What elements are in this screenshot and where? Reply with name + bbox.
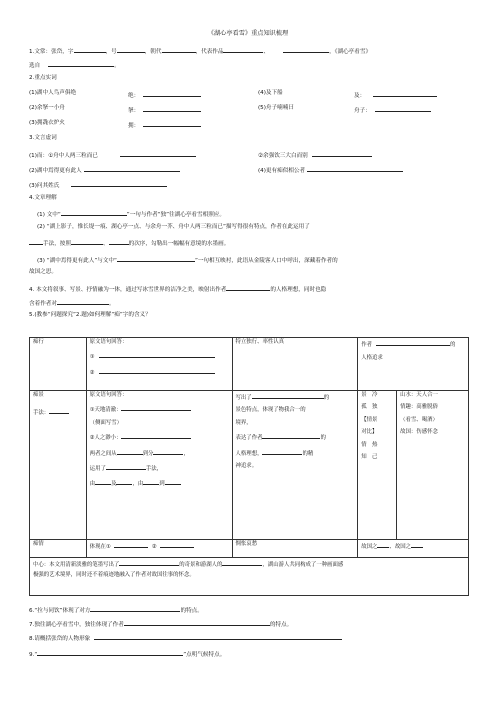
- blank-from[interactable]: [117, 449, 143, 455]
- contrast-cell: 景 冷 孤 独 【情景 对比】 情 热 知 己: [358, 391, 397, 540]
- blank-behavior-1[interactable]: [99, 352, 215, 358]
- blank-fw-2[interactable]: [84, 166, 180, 172]
- blank-emotion-2[interactable]: [160, 542, 194, 548]
- blank-fw-4[interactable]: [307, 166, 403, 172]
- blank-from-b[interactable]: [143, 479, 159, 485]
- central-idea-cell: 中心：本文用清新淡雅的笔墨写出了 的奇景和游湖人的 ，湖山游人共同构成了一种画面感 极强的艺术境界，同时还不着痕迹地融入了作者对故国往事的怀念。: [30, 558, 469, 596]
- row-label-behavior: 痴行: [30, 338, 87, 391]
- blank-from-a[interactable]: [95, 479, 111, 485]
- analysis-table: [29, 337, 469, 596]
- blank-pursuit[interactable]: [376, 340, 450, 346]
- blank-pen-name[interactable]: [117, 47, 145, 53]
- vocab-answer-3: 拥：: [128, 121, 201, 130]
- blank-courtesy-name[interactable]: [74, 47, 106, 53]
- comprehension-1: (1) 文中“ ”一句与作者“独”往湖心亭看雪相照应。: [37, 212, 225, 218]
- blank-used-technique[interactable]: [106, 464, 146, 470]
- literary-knowledge-line1: 1.文常：张岱，字 ，号 ，朝代 ，代表作品 、 ，《湖心亭看雪》: [29, 49, 372, 55]
- emotion-cell: 山水：天人合一 情趣：高雅脱俗 （看雪、喝酒） 故国：伤感怀念: [397, 391, 469, 540]
- blank-work-2[interactable]: [283, 47, 329, 53]
- section-3-heading: 3.文言虚词: [29, 135, 57, 141]
- blank-q7[interactable]: [124, 620, 270, 626]
- blank-comp-2a[interactable]: [29, 239, 43, 245]
- comprehension-3a: (3) “湖中焉得更有此人”与文中“ ”一句相互映衬，此语从金陵客人口中呼出，深藏着作者的: [37, 258, 338, 264]
- vocab-item-2: (2)余拏一小舟: [29, 105, 65, 111]
- row-label-scenery: 痴景 手法：: [30, 391, 87, 540]
- blank-vocab-3[interactable]: [143, 121, 201, 127]
- blank-comp-2b[interactable]: [71, 239, 103, 245]
- page-title: 《湖心亭看雪》重点知识梳理: [207, 30, 289, 37]
- vocab-item-3: (3)拥毳衣炉火: [29, 120, 65, 126]
- literary-knowledge-line2: 选自 。: [29, 63, 120, 69]
- blank-emotion-1[interactable]: [114, 542, 148, 548]
- row-label-emotion: 痴情: [30, 540, 87, 558]
- comprehension-3b: 故国之思。: [29, 269, 57, 275]
- comprehension-2a: (2) “湖上影子，惟长堤一痕、湖心亭一点、与余舟一芥、舟中人两三粒而已”描写得很有特点，作者在此运用了: [37, 224, 310, 230]
- blank-center-2[interactable]: [222, 560, 262, 566]
- blank-comp-1[interactable]: [61, 210, 127, 216]
- blank-behavior-2[interactable]: [99, 368, 215, 374]
- blank-work-1[interactable]: [223, 47, 263, 53]
- function-word-4: (4)更有痴似相公者: [258, 166, 403, 175]
- blank-theme-2[interactable]: [57, 299, 109, 305]
- blank-vocab-4[interactable]: [373, 91, 437, 97]
- vocab-item-1: (1)湖中人鸟声俱绝: [29, 90, 77, 96]
- blank-ideal[interactable]: [262, 433, 320, 439]
- vocab-item-5: (5)舟子喃喃曰: [258, 105, 294, 111]
- theme-line2: 含着作者对 。: [29, 301, 115, 307]
- function-word-3: (3)问其姓氏: [29, 181, 167, 190]
- behavior-meaning: 特立独行、率性认真: [232, 338, 358, 391]
- blank-dynasty[interactable]: [162, 47, 196, 53]
- blank-to-a[interactable]: [116, 479, 132, 485]
- function-word-2: (2)湖中焉得更有此人: [29, 166, 180, 175]
- blank-vocab-5[interactable]: [375, 106, 431, 112]
- question-8: 8.请概括张岱的人物形象: [29, 634, 342, 643]
- blank-fw-3[interactable]: [71, 181, 167, 187]
- vocab-item-4: (4)及下船: [258, 90, 283, 96]
- blank-comp-3[interactable]: [117, 256, 195, 262]
- blank-fw-1b[interactable]: [312, 151, 372, 157]
- behavior-quotes-cell: 原文语句回答： ① ②: [86, 338, 232, 391]
- emotion-quotes-cell: 体现在① ②: [86, 540, 232, 558]
- theme-line1: 4. 本文将叙事、写景、抒情融为一体，通过写冰雪世界的洁净之美，映射出作者 的人格理想，同时也隐: [29, 287, 327, 293]
- vocab-answer-4: 及：: [354, 91, 437, 100]
- blank-source-book[interactable]: [48, 61, 114, 67]
- question-5: 5.(教参“问题探究”2.题)如何理解“痴”字的含义？: [29, 312, 151, 318]
- blank-q8[interactable]: [94, 634, 342, 640]
- vocab-answer-2: 拏：: [128, 106, 201, 115]
- vocab-answer-1: 绝：: [128, 91, 201, 100]
- question-6: 6.“拉与同饮”体现了对方 的特点。: [29, 608, 203, 614]
- blank-to[interactable]: [153, 449, 183, 455]
- question-9: 9.“ ”点明气候特点。: [29, 652, 226, 658]
- question-7: 7.独往湖心亭看雪中，独往体现了作者 的特点。: [29, 622, 293, 628]
- blank-theme-1[interactable]: [226, 285, 270, 291]
- blank-q9[interactable]: [37, 650, 183, 656]
- blank-scenery-feature[interactable]: [252, 393, 324, 399]
- comprehension-2b: 手法，按照 、 的次序，勾勒出一幅幅有意境的水墨画。: [29, 239, 229, 248]
- emotion-meaning: 惆怅哀愁: [232, 540, 358, 558]
- scenery-meaning-cell: 写出了 的 景色特点，体现了物我合一的 境界， 表达了作者 的 人格理想， 的精 神追求。: [232, 391, 358, 540]
- section-2-heading: 2.重点实词: [29, 75, 57, 81]
- homeland-cell: 故国之 、故国之: [358, 540, 469, 558]
- blank-homeland-2[interactable]: [411, 542, 423, 548]
- table-row-emotion: [30, 540, 469, 558]
- function-word-1: (1)而：①舟中人两三粒而已: [29, 151, 196, 160]
- blank-comp-2c[interactable]: [109, 239, 129, 245]
- blank-technique[interactable]: [49, 408, 69, 414]
- blank-scenery-1[interactable]: [121, 405, 191, 411]
- blank-center-1[interactable]: [119, 560, 179, 566]
- blank-q6[interactable]: [90, 606, 180, 612]
- function-word-1b: ②余强饮三大白而别: [258, 151, 372, 160]
- table-row-scenery: [30, 391, 469, 540]
- blank-vocab-2[interactable]: [143, 106, 201, 112]
- table-row-behavior: [30, 338, 469, 391]
- blank-fw-1a[interactable]: [120, 151, 196, 157]
- vocab-answer-5: 舟子：: [354, 106, 431, 115]
- blank-to-b[interactable]: [165, 479, 181, 485]
- behavior-pursuit-cell: 作者 的 人格追求: [358, 338, 469, 391]
- blank-vocab-1[interactable]: [143, 91, 201, 97]
- table-row-center: [30, 558, 469, 596]
- section-4-heading: 4.文章理解: [29, 195, 57, 201]
- scenery-quotes-cell: 原文语句回答： ①天地清澈： （侧面写雪） ②人之渺小： 两者之间从 到分 ， 运用了 手法， 由 及 ，由 到: [86, 391, 232, 540]
- blank-homeland-1[interactable]: [377, 542, 389, 548]
- blank-spirit[interactable]: [262, 449, 302, 455]
- blank-scenery-2[interactable]: [121, 433, 191, 439]
